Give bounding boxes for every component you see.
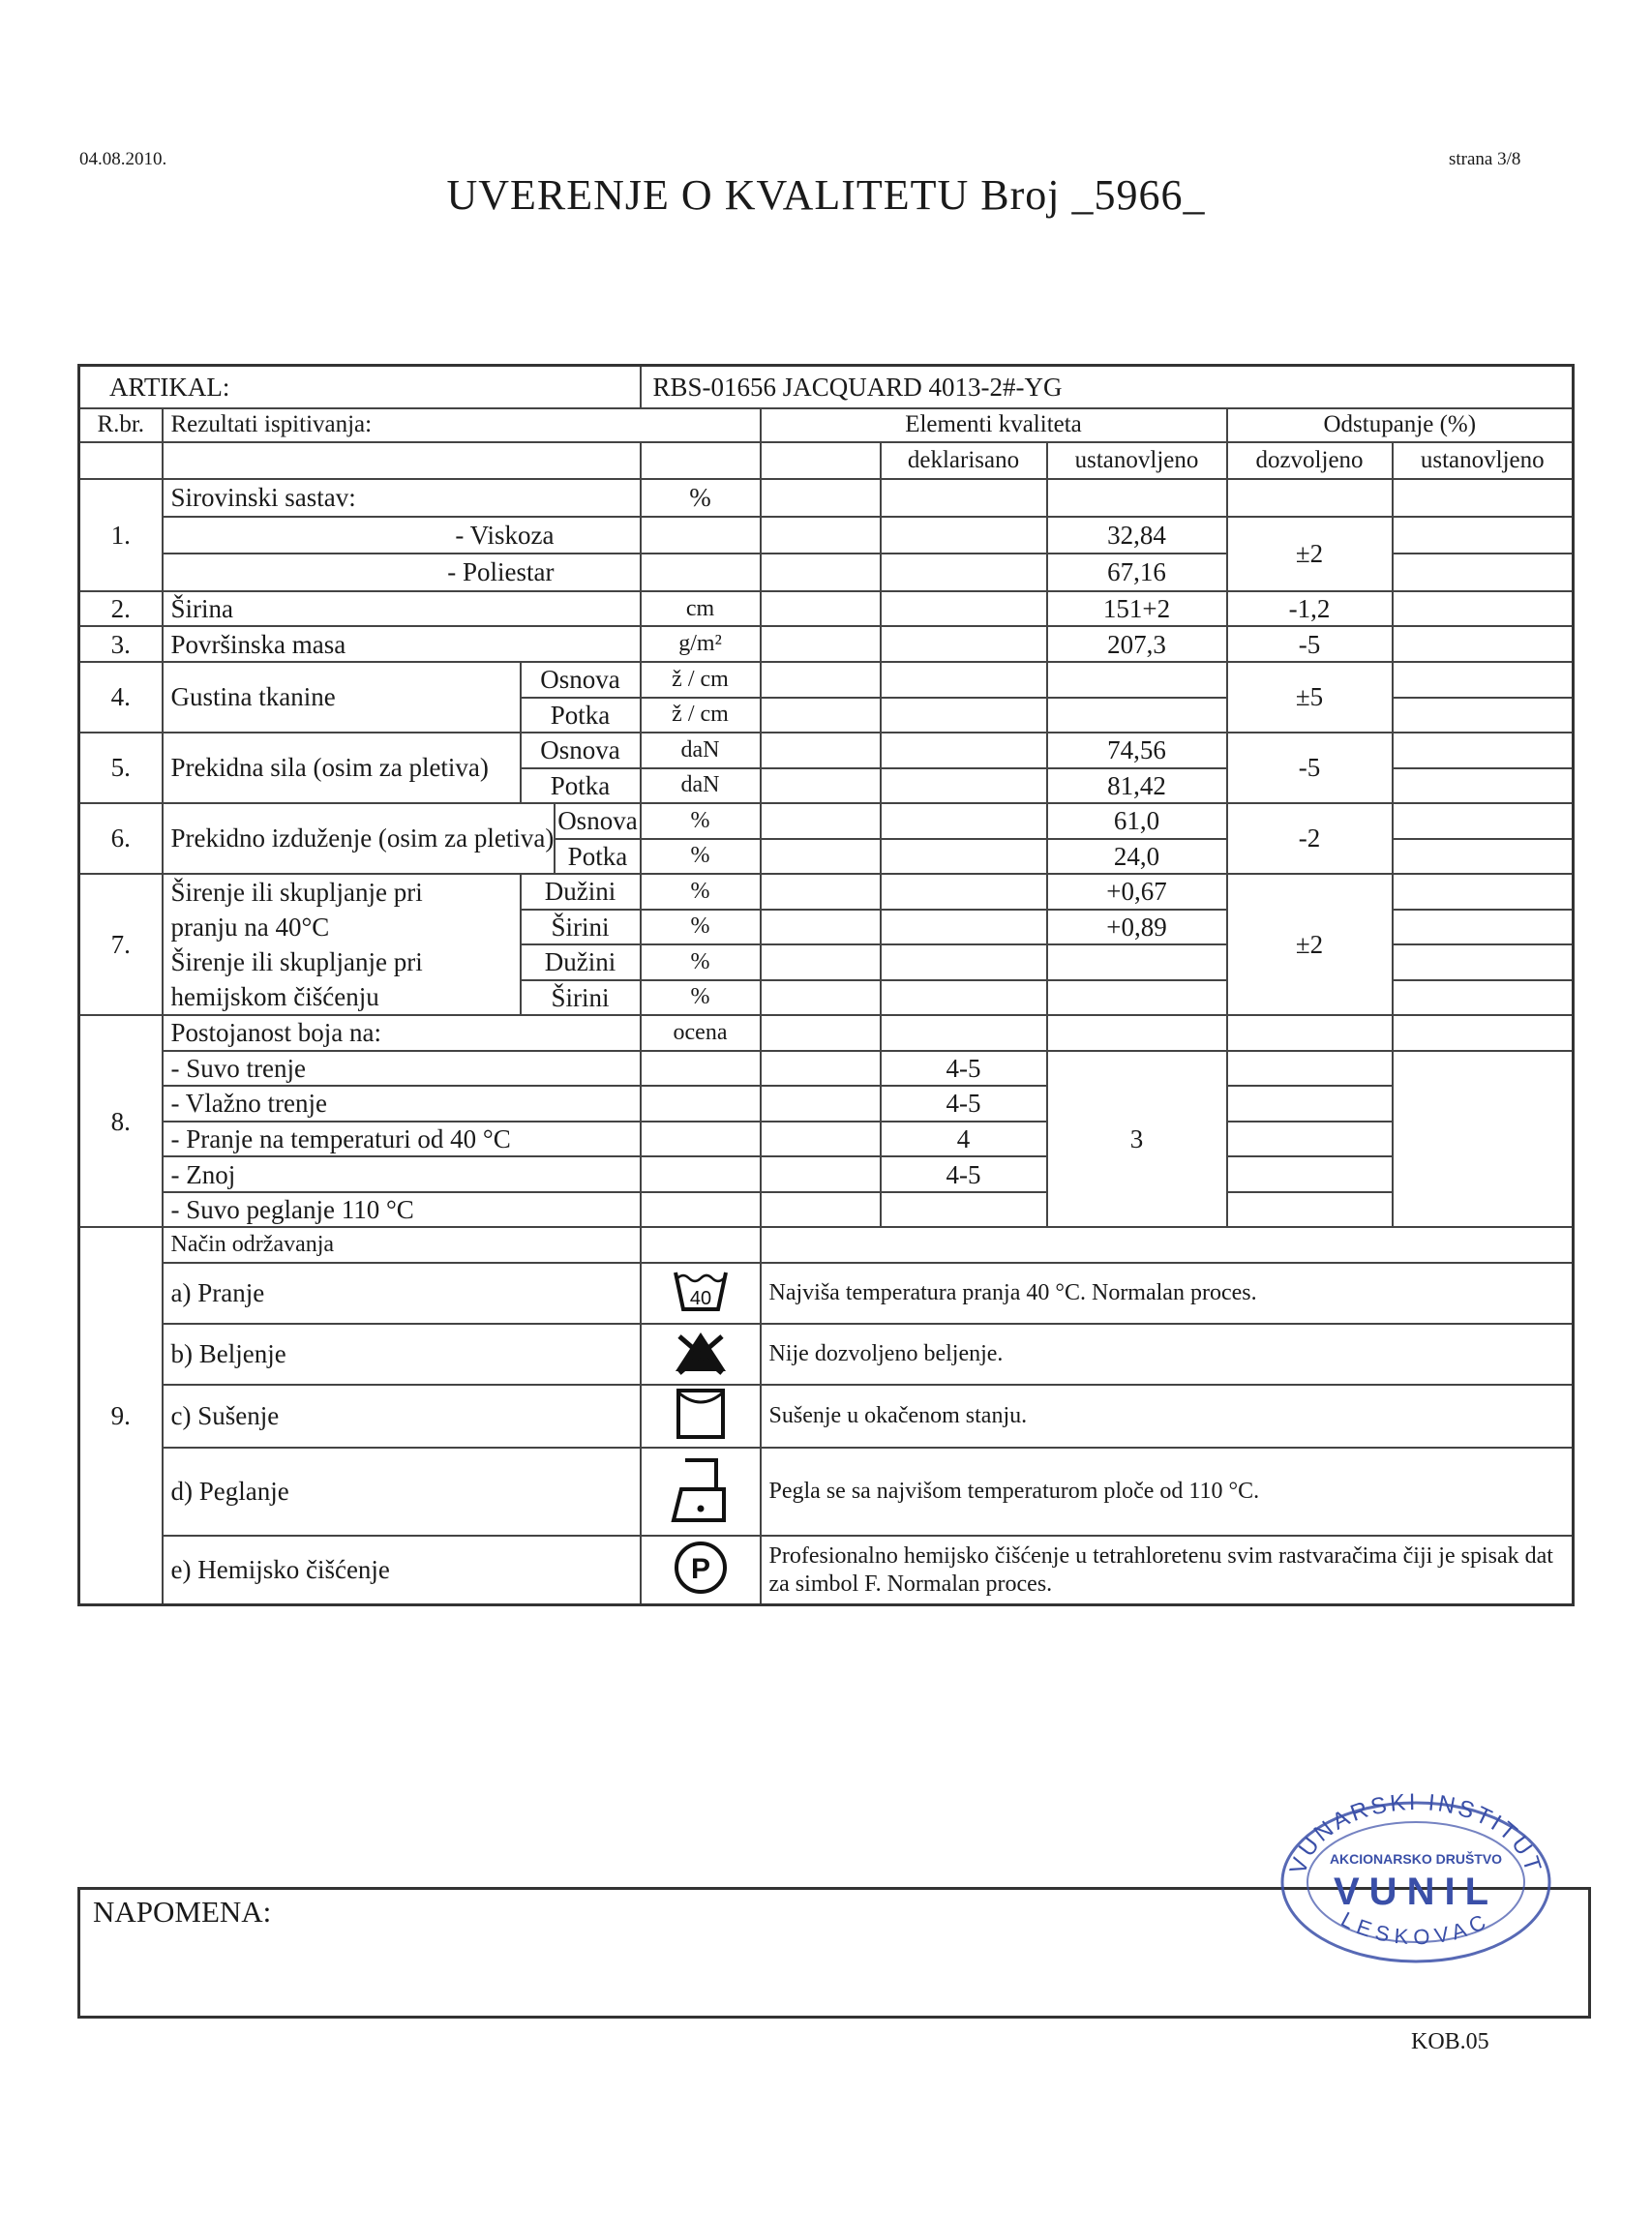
quality-table (77, 364, 1575, 1606)
row-label: c) Sušenje (163, 1385, 641, 1448)
article-row (79, 366, 1574, 409)
col-established: ustanovljeno (1047, 442, 1227, 480)
unit: % (641, 803, 761, 839)
article-value: RBS-01656 JACQUARD 4013-2#-YG (641, 366, 1574, 409)
row-label: Širenje ili skupljanje pri pranju na 40°C Širenje ili skupljanje pri hemijskom čišćenju Dužini Širini Dužini Širini (163, 874, 641, 1015)
col-established2: ustanovljeno (1393, 442, 1574, 480)
wash-40-icon (641, 1263, 761, 1324)
row-number: 6. (79, 803, 163, 874)
table-row (79, 479, 1574, 517)
unit: ocena (641, 1015, 761, 1051)
row-label: Način održavanja (163, 1227, 641, 1263)
table-row (79, 1051, 1574, 1087)
unit: % (641, 874, 761, 910)
article-label: ARTIKAL: (79, 366, 641, 409)
unit: ž / cm (641, 662, 761, 698)
row-label: a) Pranje (163, 1263, 641, 1324)
row-label: b) Beljenje (163, 1324, 641, 1385)
value: +0,89 (1047, 910, 1227, 945)
row-number: 4. (79, 662, 163, 733)
svg-text:40: 40 (689, 1287, 711, 1309)
svg-text:VUNARSKI INSTITUT: VUNARSKI INSTITUT (1284, 1790, 1547, 1878)
table-row (79, 1227, 1574, 1263)
unit: cm (641, 591, 761, 627)
unit: % (641, 839, 761, 875)
row-label: Prekidno izduženje (osim za pletiva) Osnova Potka (163, 803, 641, 874)
svg-text:AKCIONARSKO DRUŠTVO: AKCIONARSKO DRUŠTVO (1329, 1851, 1503, 1867)
allowed-value: -5 (1227, 626, 1393, 662)
value (881, 1192, 1047, 1228)
row-number: 5. (79, 733, 163, 803)
value: 67,16 (1047, 554, 1227, 591)
dry-clean-p-icon (641, 1536, 761, 1604)
table-row (79, 874, 1574, 910)
care-description: Profesionalno hemijsko čišćenje u tetrahloretenu svim rastvaračima čiji je spisak dat za simbol F. Normalan proces. (761, 1536, 1574, 1604)
table-row (79, 1156, 1574, 1192)
page-number: strana 3/8 (1449, 149, 1521, 169)
row-label: - Vlažno trenje (163, 1086, 641, 1122)
row-label: Prekidna sila (osim za pletiva) Osnova Potka (163, 733, 641, 803)
table-row (79, 803, 1574, 839)
unit: daN (641, 768, 761, 804)
row-label: - Poliestar (163, 554, 641, 591)
allowed-value: ±2 (1227, 517, 1393, 591)
svg-text:P: P (690, 1552, 710, 1585)
col-elements: Elementi kvaliteta (761, 408, 1227, 442)
allowed-value: ±2 (1227, 874, 1393, 1015)
row-number: 3. (79, 626, 163, 662)
value: 61,0 (1047, 803, 1227, 839)
value: 4-5 (881, 1051, 1047, 1087)
value: 4-5 (881, 1156, 1047, 1192)
col-declared: deklarisano (881, 442, 1047, 480)
unit: % (641, 980, 761, 1016)
svg-text:LESKOVAC: LESKOVAC (1337, 1906, 1495, 1950)
care-row (79, 1263, 1574, 1324)
care-description: Najviša temperatura pranja 40 °C. Normalan proces. (761, 1263, 1574, 1324)
unit: % (641, 944, 761, 980)
care-row (79, 1536, 1574, 1604)
col-results: Rezultati ispitivanja: (163, 408, 761, 442)
row-number: 2. (79, 591, 163, 627)
row-number: 8. (79, 1015, 163, 1227)
col-rbr: R.br. (79, 408, 163, 442)
table-row (79, 1086, 1574, 1122)
form-code: KOB.05 (1411, 2029, 1489, 2054)
table-row (79, 1122, 1574, 1157)
value: 81,42 (1047, 768, 1227, 804)
value: 4-5 (881, 1086, 1047, 1122)
allowed-value: -5 (1227, 733, 1393, 803)
row-label: - Suvo peglanje 110 °C (163, 1192, 641, 1228)
allowed-value: -1,2 (1227, 591, 1393, 627)
company-stamp (1276, 1790, 1556, 1964)
row-label: Postojanost boja na: (163, 1015, 641, 1051)
allowed-value: ±5 (1227, 662, 1393, 733)
row-label: e) Hemijsko čišćenje (163, 1536, 641, 1604)
care-row (79, 1385, 1574, 1448)
line-dry-icon (641, 1385, 761, 1448)
row-label: - Viskoza (163, 517, 641, 554)
row-label: - Suvo trenje (163, 1051, 641, 1087)
unit: g/m² (641, 626, 761, 662)
no-bleach-icon (641, 1324, 761, 1385)
subheader-row (79, 442, 1574, 480)
col-deviation: Odstupanje (%) (1227, 408, 1574, 442)
value: 24,0 (1047, 839, 1227, 875)
header-row (79, 408, 1574, 442)
value: 4 (881, 1122, 1047, 1157)
value: +0,67 (1047, 874, 1227, 910)
table-row (79, 517, 1574, 554)
value: 32,84 (1047, 517, 1227, 554)
table-row (79, 733, 1574, 768)
unit: % (641, 479, 761, 517)
row-label: Širina (163, 591, 641, 627)
svg-text:VUNIL: VUNIL (1334, 1871, 1498, 1913)
table-row (79, 662, 1574, 698)
col-allowed: dozvoljeno (1227, 442, 1393, 480)
allowed-value: -2 (1227, 803, 1393, 874)
row-label: d) Peglanje (163, 1448, 641, 1536)
allowed-value: 3 (1047, 1051, 1227, 1228)
care-row (79, 1324, 1574, 1385)
table-row (79, 626, 1574, 662)
row-label: - Znoj (163, 1156, 641, 1192)
care-description: Pegla se sa najvišom temperaturom ploče od 110 °C. (761, 1448, 1574, 1536)
row-label: Gustina tkanine Osnova Potka (163, 662, 641, 733)
row-label: - Pranje na temperaturi od 40 °C (163, 1122, 641, 1157)
document-date: 04.08.2010. (79, 149, 167, 169)
care-description: Sušenje u okačenom stanju. (761, 1385, 1574, 1448)
value: 151+2 (1047, 591, 1227, 627)
iron-one-dot-icon (641, 1448, 761, 1536)
row-label: Površinska masa (163, 626, 641, 662)
table-row (79, 591, 1574, 627)
page-title: UVERENJE O KVALITETU Broj _5966_ (446, 171, 1206, 219)
unit: % (641, 910, 761, 945)
row-label: Sirovinski sastav: (163, 479, 641, 517)
row-number: 9. (79, 1227, 163, 1604)
table-row (79, 1192, 1574, 1228)
row-number: 1. (79, 479, 163, 591)
note-label: NAPOMENA: (93, 1895, 272, 1929)
table-row (79, 1015, 1574, 1051)
value: 74,56 (1047, 733, 1227, 768)
care-row (79, 1448, 1574, 1536)
care-description: Nije dozvoljeno beljenje. (761, 1324, 1574, 1385)
unit: daN (641, 733, 761, 768)
row-number: 7. (79, 874, 163, 1015)
value: 207,3 (1047, 626, 1227, 662)
unit: ž / cm (641, 698, 761, 733)
